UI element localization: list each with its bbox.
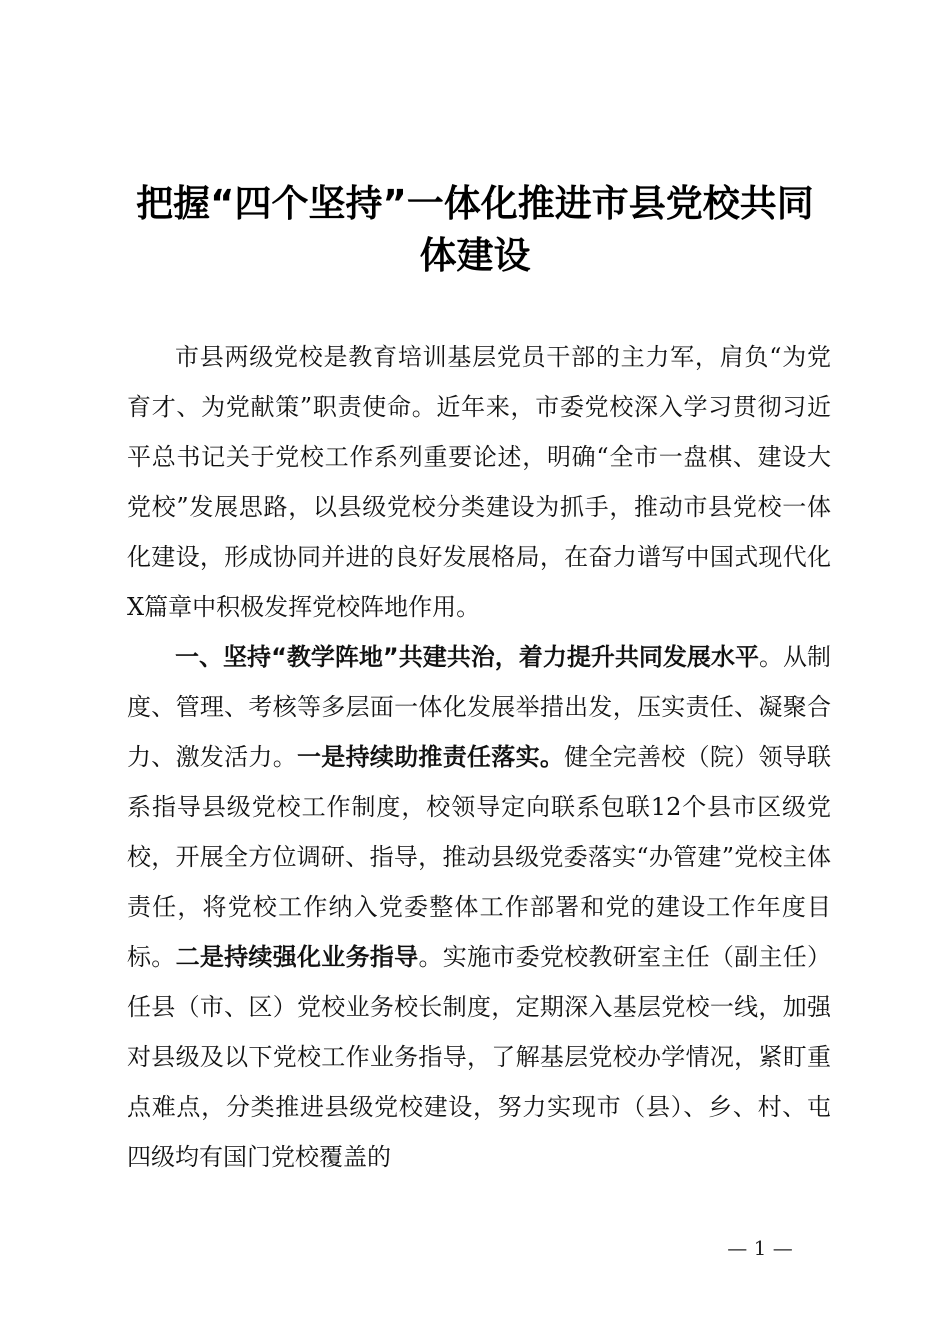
document-title: 把握“四个坚持”一体化推进市县党校共同体建设 (136, 182, 814, 277)
point1-heading: 一是持续助推责任落实。 (297, 743, 565, 771)
point2-text: 。实施市委党校教研室主任（副主任）任县（市、区）党校业务校长制度，定期深入基层党校一线，加强对县级及以下党校工作业务指导，了解基层党校办学情况，紧盯重点难点，分类推进县级党校建设，努力实现市（县）、乡、村、屯四级均有国门党校覆盖的 (127, 943, 832, 1171)
point2-heading: 二是持续强化业务指导 (175, 943, 419, 971)
intro-paragraph: 市县两级党校是教育培训基层党员干部的主力军，肩负“为党育才、为党献策”职责使命。近年来，市委党校深入学习贯彻习近平总书记关于党校工作系列重要论述，明确“全市一盘棋、建设大党校”发展思路，以县级党校分类建设为抓手，推动市县党校一体化建设，形成协同并进的良好发展格局，在奋力谱写中国式现代化X篇章中积极发挥党校阵地作用。 (127, 343, 831, 621)
page-number: — 1 — (727, 1236, 793, 1260)
document-body (127, 332, 831, 1182)
section1-text: 从制度、管理、考核等多层面一体化发展举措出发，压实责任、凝聚合力、激发活力。 (127, 643, 832, 771)
section1-heading: 一、坚持“教学阵地”共建共治，着力提升共同发展水平 (175, 643, 759, 671)
section1-heading-end: 。 (758, 643, 783, 671)
point1-text: 健全完善校（院）领导联系指导县级党校工作制度，校领导定向联系包联12个县市区级党校，开展全方位调研、指导，推动县级党委落实“办管建”党校主体责任，将党校工作纳入党委整体工作部署和党的建设工作年度目标。 (127, 743, 832, 971)
section1-paragraph (127, 632, 831, 1182)
